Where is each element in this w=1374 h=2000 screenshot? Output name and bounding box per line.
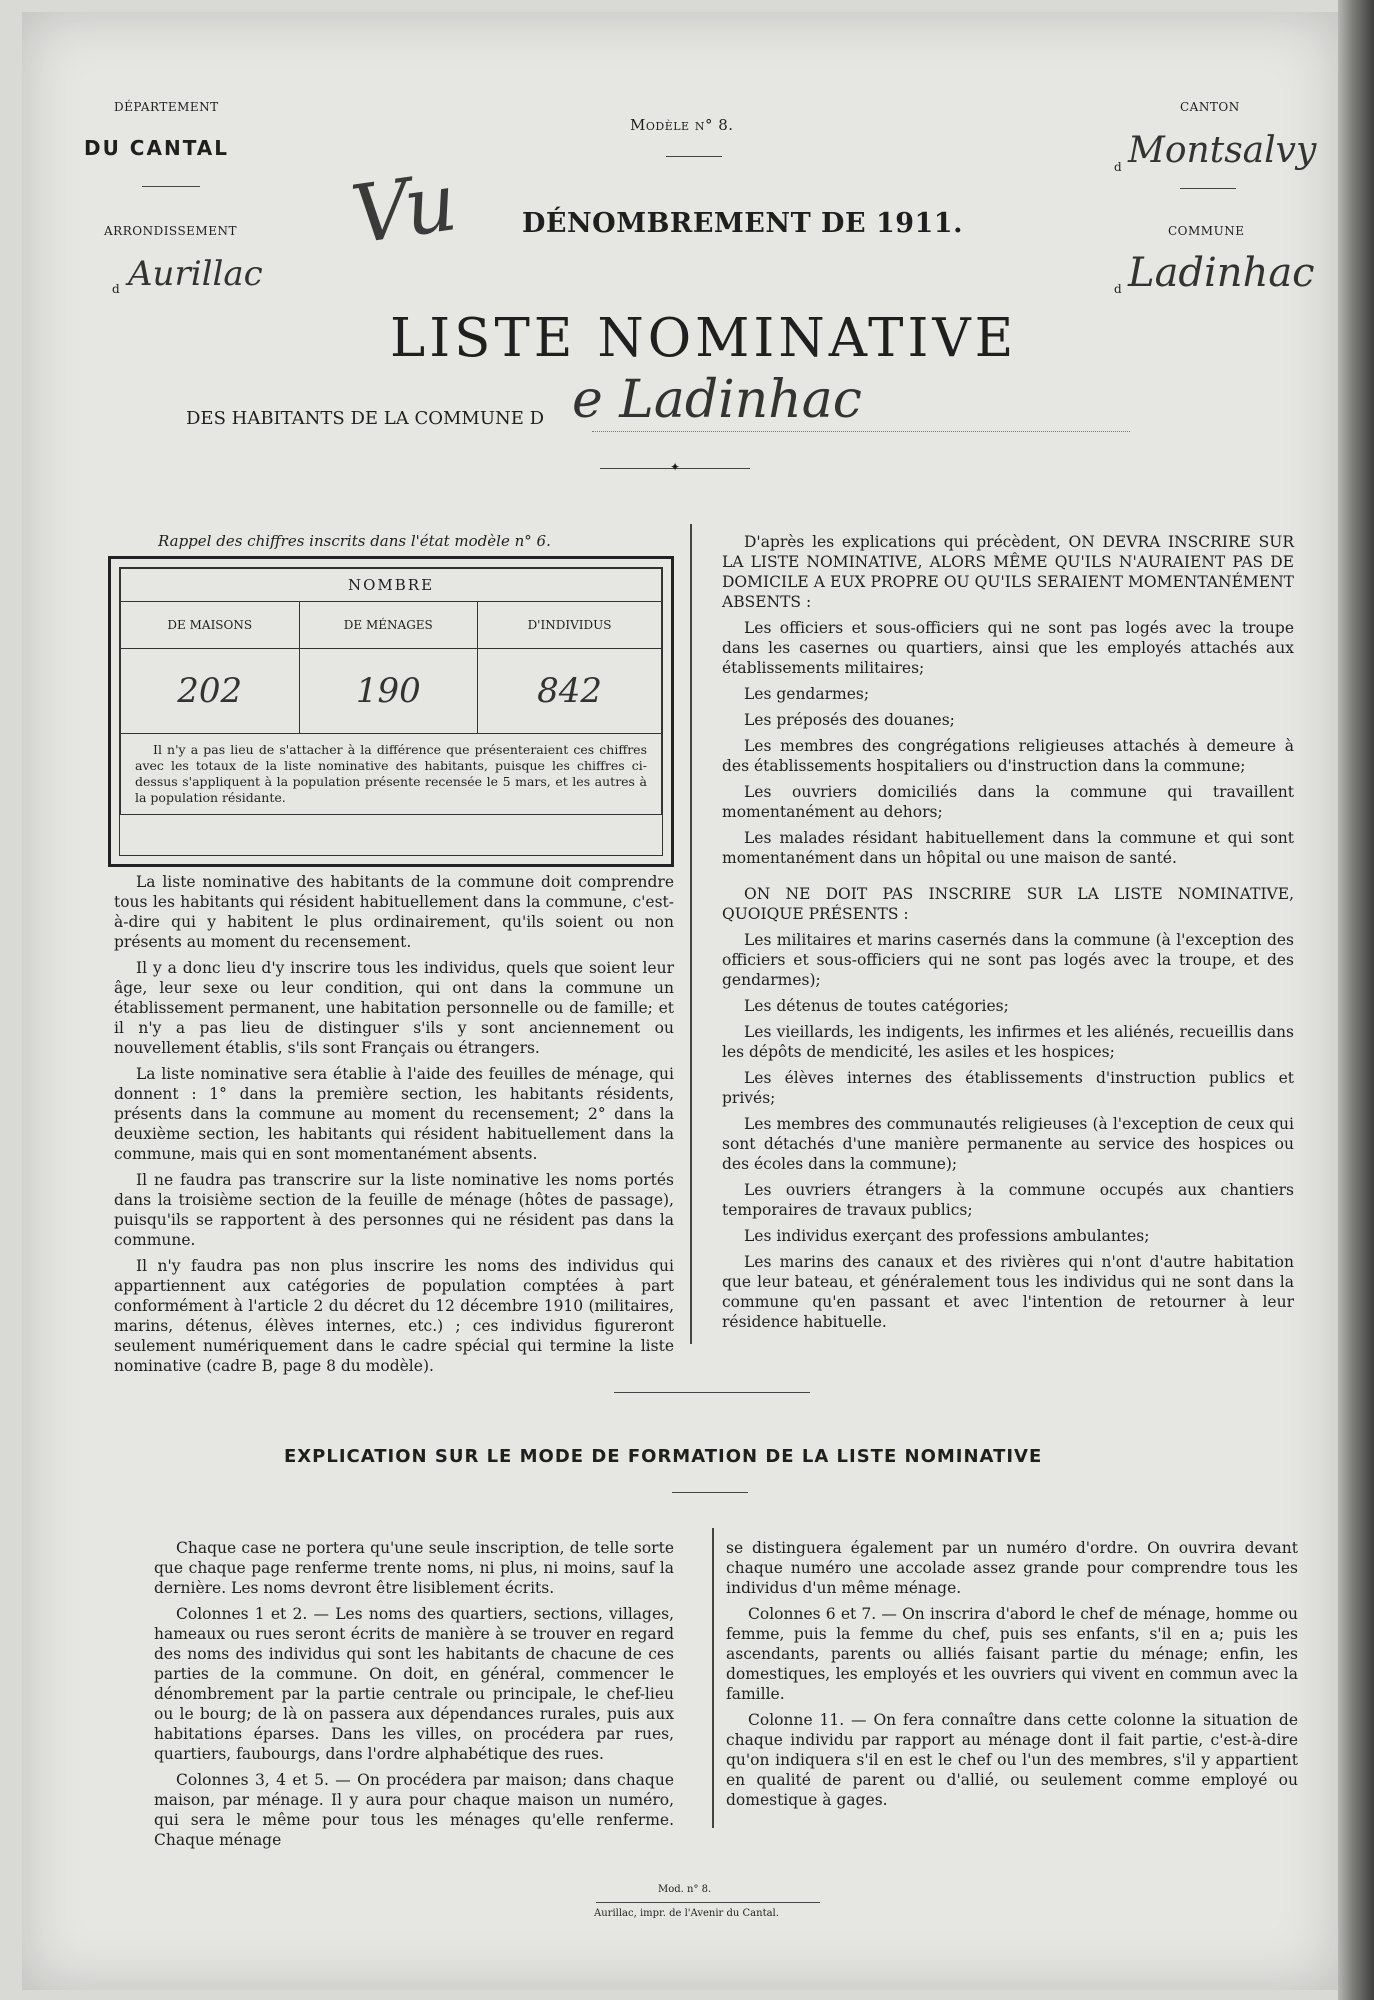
ornament: ✦ (670, 460, 681, 474)
explication-right (726, 1538, 1298, 1816)
explication-paragraph: Colonne 11. — On fera connaître dans cette colonne la situation de chaque individu par rapport au ménage dont il fait partie, c'est-à-dire qu'on indiquera s'il en est le chef ou l'un des membres, s'il y appartient en qualité de parent ou d'allié, ou seulement comme employé ou domestique à gages. (726, 1711, 1298, 1809)
commune-label: COMMUNE (1168, 224, 1245, 238)
right-intro2: ON NE DOIT PAS INSCRIRE SUR LA LISTE NOMINATIVE, QUOIQUE PRÉSENTS : (722, 885, 1294, 923)
arrondissement-value: Aurillac (128, 254, 263, 294)
explication-paragraph: Colonnes 1 et 2. — Les noms des quartiers, sections, villages, hameaux ou rues seront écrits de manière à se trouver en regard des noms des individus qui sont les habitants de chacune de ces parties de la commune. On doit, en général, commencer le dénombrement par la partie centrale ou principale, le chef-lieu ou le bourg; de là on passera aux dépendances rurales, puis aux habitations éparses. Dans les villes, on procédera par rues, quartiers, faubourgs, dans l'ordre alphabétique des rues. (154, 1605, 674, 1763)
left-paragraph: Il n'y faudra pas non plus inscrire les noms des individus qui appartiennent aux catégories de population comptées à part conformément à l'article 2 du décret du 12 décembre 1910 (militaires, marins, détenus, élèves internes, etc.) ; ces individus figureront seulement numériquement dans le cadre spécial qui termine la liste nominative (cadre B, page 8 du modèle). (114, 1257, 674, 1375)
explication-paragraph: Colonnes 3, 4 et 5. — On procédera par maison; dans chaque maison, par ménage. Il y aura pour chaque maison un numéro, qui sera le même pour tous les ménages qu'elle renferme. Chaque ménage (154, 1771, 674, 1849)
left-paragraph: La liste nominative sera établie à l'aide des feuilles de ménage, qui donnent : 1° dans la première section, les habitants résidents, présents dans la commune au moment du recensement; 2° dans la deuxième section, les habitants qui résident habituellement dans la commune, mais qui en sont momentanément absents. (114, 1065, 674, 1163)
explication-paragraph: Chaque case ne portera qu'une seule inscription, de telle sorte que chaque page renferme trente noms, ni plus, ni moins, sauf la dernière. Les noms devront être lisiblement écrits. (154, 1539, 674, 1597)
nombre-header: NOMBRE (121, 569, 662, 602)
col-individus-header: D'INDIVIDUS (478, 602, 662, 649)
column-divider (690, 524, 692, 1344)
ne-pas-item: Les individus exerçant des professions ambulantes; (744, 1227, 1150, 1245)
explication-paragraph: Colonnes 6 et 7. — On inscrira d'abord le chef de ménage, homme ou femme, puis la femme du chef, puis ses enfants, s'il en a; puis les ascendants, parents ou alliés faisant partie du ménage; enfin, les domestiques, les employés et les ouvriers qui vivent en commun avec la famille. (726, 1605, 1298, 1703)
ne-pas-item: Les détenus de toutes catégories; (744, 997, 1009, 1015)
commune-value: Ladinhac (1128, 250, 1315, 296)
departement-name: DU CANTAL (84, 136, 230, 160)
menages-value: 190 (299, 649, 478, 734)
subtitle: DES HABITANTS DE LA COMMUNE D (186, 408, 545, 429)
individus-value: 842 (478, 649, 662, 734)
inscrire-item: Les officiers et sous-officiers qui ne sont pas logés avec la troupe dans les casernes ou quartiers, ainsi que les employés attachés aux établissements militaires; (722, 619, 1294, 677)
inscrire-item: Les gendarmes; (744, 685, 870, 703)
ne-pas-item: Les vieillards, les indigents, les infirmes et les aliénés, recueillis dans les dépôts de mendicité, les asiles et les hospices; (722, 1023, 1294, 1061)
arrondissement-prefix: d (112, 282, 120, 296)
inscrire-item: Les malades résidant habituellement dans la commune et qui sont momentanément dans un hôpital ou une maison de santé. (722, 829, 1294, 867)
arrondissement-label: ARRONDISSEMENT (104, 224, 237, 238)
left-paragraph: Il ne faudra pas transcrire sur la liste nominative les noms portés dans la troisième section de la feuille de ménage (hôtes de passage), puisqu'ils se rapportent à des personnes qui ne résident pas dans la commune. (114, 1171, 674, 1249)
document-page (22, 12, 1340, 1990)
explication-left (154, 1538, 674, 1856)
ne-pas-item: Les militaires et marins casernés dans la commune (à l'exception des officiers et sous-officiers qui ne sont pas logés avec la troupe, et des gendarmes); (722, 931, 1294, 989)
left-paragraph: Il y a donc lieu d'y inscrire tous les individus, quels que soient leur âge, leur sexe ou leur condition, qui ont dans la commune un établissement permanent, une habitation personnelle ou de famille; et il n'y a pas lieu de distinguer s'ils y sont anciennement ou nouvellement établis, s'ils sont Français ou étrangers. (114, 959, 674, 1057)
canton-value: Montsalvy (1128, 130, 1317, 171)
right-intro: D'après les explications qui précèdent, ON DEVRA INSCRIRE SUR LA LISTE NOMINATIVE, ALORS MÊME QU'ILS N'AURAIENT PAS DE DOMICILE A EUX PROPRE OU QU'ILS SERAIENT MOMENTANÉMENT ABSENTS : (722, 533, 1294, 611)
left-column (114, 872, 674, 1382)
inscrire-item: Les membres des congrégations religieuses attachés à demeure à des établissements hospitaliers ou d'instruction dans la commune; (722, 737, 1294, 775)
explication-paragraph: se distinguera également par un numéro d'ordre. On ouvrira devant chaque numéro une accolade assez grande pour comprendre tous les individus d'un même ménage. (726, 1539, 1298, 1597)
ne-pas-item: Les ouvriers étrangers à la commune occupés aux chantiers temporaires de travaux publics; (722, 1181, 1294, 1219)
commune-prefix: d (1114, 282, 1122, 296)
canton-prefix: d (1114, 160, 1122, 174)
inscrire-item: Les ouvriers domiciliés dans la commune qui travaillent momentanément au dehors; (722, 783, 1294, 821)
rappel-table (120, 568, 662, 815)
left-paragraph: La liste nominative des habitants de la commune doit comprendre tous les habitants qui résident habituellement dans la commune, c'est-à-dire qui y habitent le plus ordinairement, qu'ils soient ou non présents au moment du recensement. (114, 873, 674, 951)
inscrire-item: Les préposés des douanes; (744, 711, 955, 729)
footer-printer: Aurillac, impr. de l'Avenir du Cantal. (594, 1908, 779, 1919)
ne-pas-item: Les élèves internes des établissements d'instruction publics et privés; (722, 1069, 1294, 1107)
page-title: LISTE NOMINATIVE (390, 308, 1018, 369)
ne-pas-item: Les marins des canaux et des rivières qui n'ont d'autre habitation que leur bateau, et généralement tous les individus qui ne sont dans la commune qu'en passant et avec l'intention de retourner à leur résidence habituelle. (722, 1253, 1294, 1331)
ne-pas-item: Les membres des communautés religieuses (à l'exception de ceux qui sont détachés d'une manière permanente au service des hospices ou des écoles dans la commune); (722, 1115, 1294, 1173)
departement-label: DÉPARTEMENT (114, 100, 219, 114)
right-column (722, 532, 1294, 1338)
vu-annotation: Vu (346, 155, 463, 262)
denombrement-title: DÉNOMBREMENT DE 1911. (522, 208, 963, 239)
explication-divider (712, 1528, 714, 1828)
modele-label: Modèle n° 8. (630, 116, 734, 134)
maisons-value: 202 (121, 649, 300, 734)
binding-edge (1338, 0, 1374, 2000)
canton-label: CANTON (1180, 100, 1240, 114)
rappel-note: Il n'y a pas lieu de s'attacher à la différence que présenteraient ces chiffres avec les totaux de la liste nominative des habitants, puisque les chiffres ci-dessus s'appliquent à la population présente recensée le 5 mars, et les autres à la population résidante. (121, 734, 662, 815)
rappel-caption: Rappel des chiffres inscrits dans l'état modèle n° 6. (158, 532, 551, 550)
footer-mod: Mod. n° 8. (658, 1884, 712, 1895)
col-menages-header: DE MÉNAGES (299, 602, 478, 649)
explication-title: EXPLICATION SUR LE MODE DE FORMATION DE LA LISTE NOMINATIVE (284, 1446, 1043, 1467)
subtitle-commune: e Ladinhac (572, 370, 862, 430)
rappel-box (108, 556, 674, 867)
col-maisons-header: DE MAISONS (121, 602, 300, 649)
